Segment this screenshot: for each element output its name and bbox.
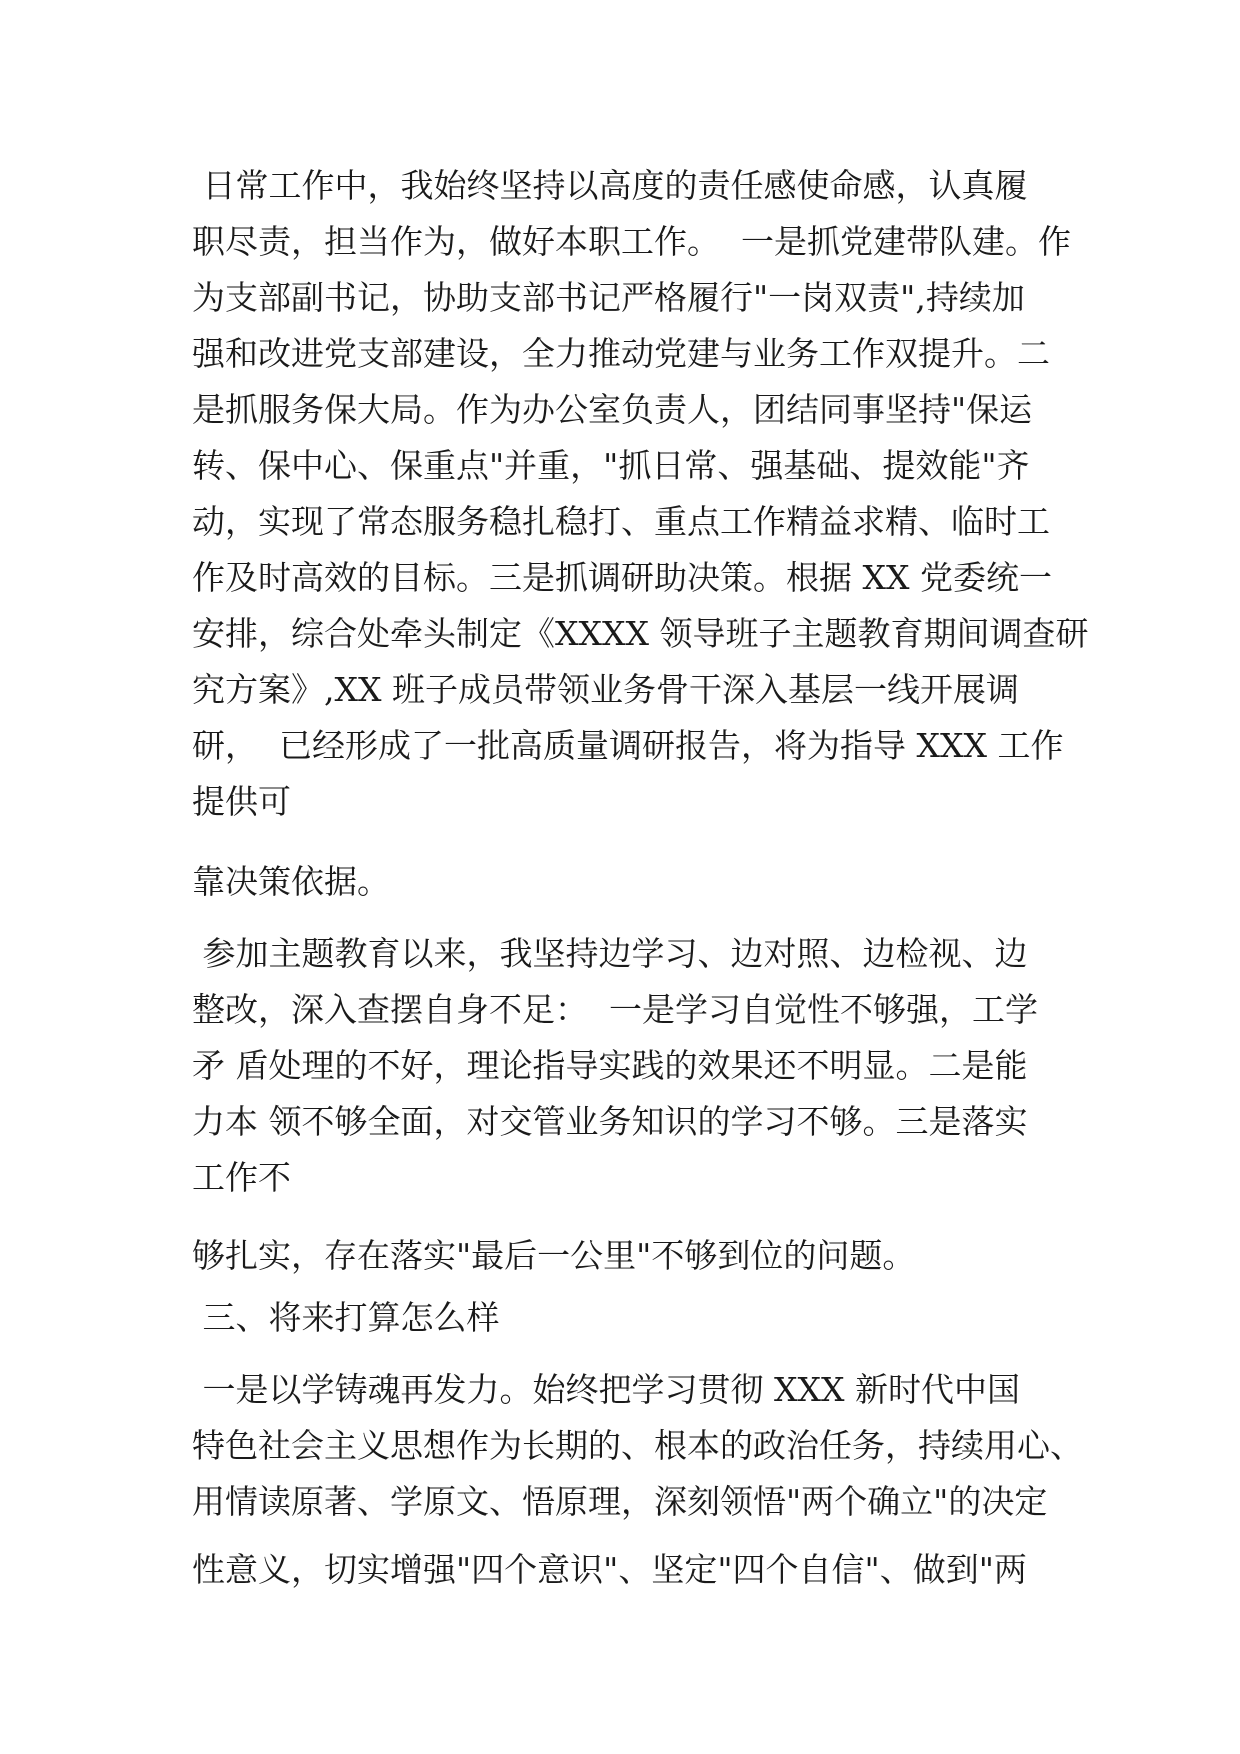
text-line: 够扎实，存在落实"最后一公里"不够到位的问题。 <box>192 1236 916 1275</box>
text-line: 为支部副书记，协助支部书记严格履行"一岗双责",持续加 <box>192 278 1025 317</box>
text-line: 一是以学铸魂再发力。始终把学习贯彻 XXX 新时代中国 <box>192 1370 1020 1409</box>
text-line: 整改，深入查摆自身不足： 一是学习自觉性不够强，工学 <box>192 990 1038 1029</box>
text-line: 是抓服务保大局。作为办公室负责人，团结同事坚持"保运 <box>192 390 1033 429</box>
section-heading: 三、将来打算怎么样 <box>192 1298 500 1337</box>
text-line: 动，实现了常态服务稳扎稳打、重点工作精益求精、临时工 <box>192 502 1050 541</box>
text-line: 提供可 <box>192 782 291 821</box>
text-line: 强和改进党支部建设，全力推动党建与业务工作双提升。二 <box>192 334 1050 373</box>
text-line: 日常工作中，我始终坚持以高度的责任感使命感，认真履 <box>192 166 1028 205</box>
text-line: 职尽责，担当作为，做好本职工作。 一是抓党建带队建。作 <box>192 222 1071 261</box>
text-line: 研， 已经形成了一批高质量调研报告，将为指导 XXX 工作 <box>192 726 1064 765</box>
text-line: 矛 盾处理的不好，理论指导实践的效果还不明显。二是能 <box>192 1046 1028 1085</box>
text-line: 作及时高效的目标。三是抓调研助决策。根据 XX 党委统一 <box>192 558 1052 597</box>
text-line: 特色社会主义思想作为长期的、根本的政治任务，持续用心、 <box>192 1426 1083 1465</box>
text-line: 力本 领不够全面，对交管业务知识的学习不够。三是落实 <box>192 1102 1028 1141</box>
text-line: 性意义，切实增强"四个意识"、坚定"四个自信"、做到"两 <box>192 1550 1027 1589</box>
text-line: 转、保中心、保重点"并重，"抓日常、强基础、提效能"齐 <box>192 446 1030 485</box>
text-line: 靠决策依据。 <box>192 862 390 901</box>
text-line: 安排，综合处牵头制定《XXXX 领导班子主题教育期间调查研 <box>192 614 1089 653</box>
text-line: 工作不 <box>192 1158 291 1197</box>
text-line: 参加主题教育以来，我坚持边学习、边对照、边检视、边 <box>192 934 1028 973</box>
text-line: 究方案》,XX 班子成员带领业务骨干深入基层一线开展调 <box>192 670 1019 709</box>
text-line: 用情读原著、学原文、悟原理，深刻领悟"两个确立"的决定 <box>192 1482 1048 1521</box>
